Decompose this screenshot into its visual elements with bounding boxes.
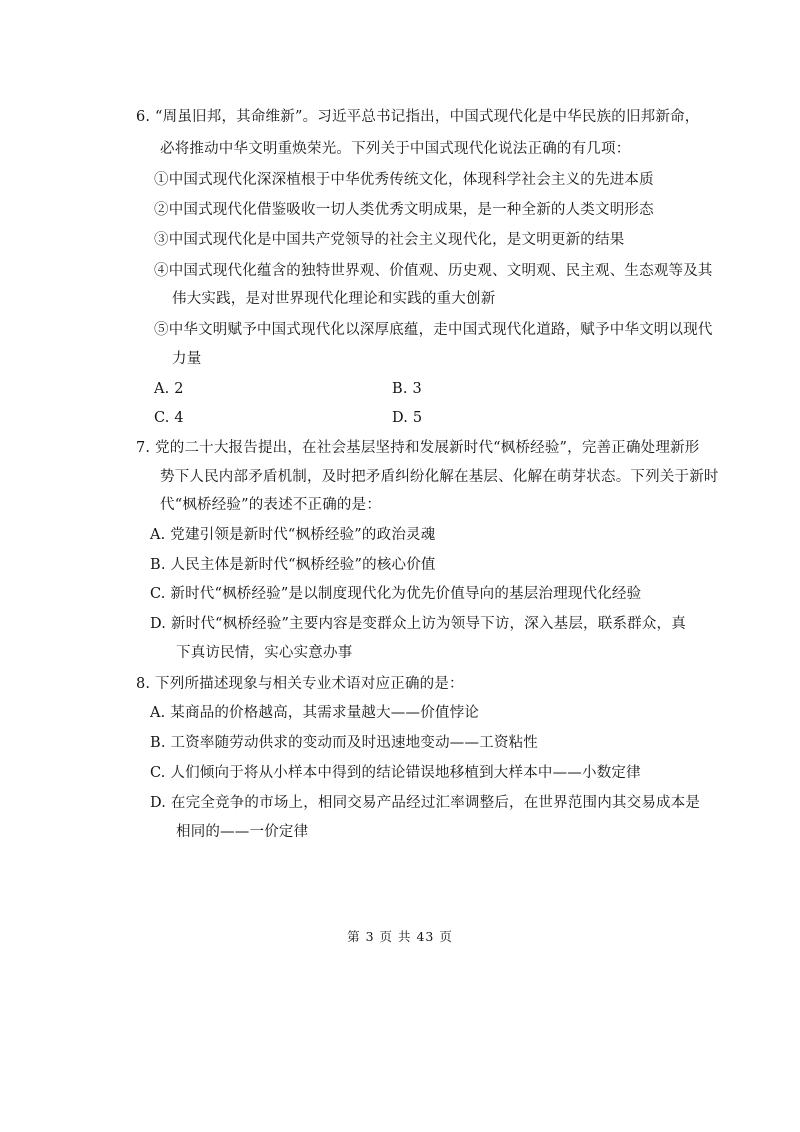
question-7-stem-line-2: 势下人民内部矛盾机制，及时把矛盾纠纷化解在基层、化解在萌芽状态。下列关于新时 [160, 469, 719, 485]
question-6-statement-5-cont: 力量 [172, 351, 202, 367]
question-8-stem: 8. 下列所描述现象与相关专业术语对应正确的是： [136, 676, 464, 692]
question-6-statement-2: ②中国式现代化借鉴吸收一切人类优秀文明成果，是一种全新的人类文明形态 [154, 202, 654, 218]
question-8-option-a: A. 某商品的价格越高，其需求量越大——价值悖论 [150, 705, 479, 721]
question-6-statement-3: ③中国式现代化是中国共产党领导的社会主义现代化，是文明更新的结果 [154, 232, 625, 248]
page-number-footer: 第 3 页 共 43 页 [347, 929, 453, 944]
question-6-option-b: B. 3 [392, 381, 422, 397]
question-6-statement-4: ④中国式现代化蕴含的独特世界观、价值观、历史观、文明观、民主观、生态观等及其 [154, 263, 713, 279]
question-7-option-b: B. 人民主体是新时代“枫桥经验”的核心价值 [150, 557, 436, 573]
question-7-option-c: C. 新时代“枫桥经验”是以制度现代化为优先价值导向的基层治理现代化经验 [150, 586, 642, 602]
question-6-option-c: C. 4 [154, 410, 184, 426]
question-6-statement-5: ⑤中华文明赋予中国式现代化以深厚底蕴，走中国式现代化道路，赋予中华文明以现代 [154, 322, 713, 338]
question-6-stem-line-2: 必将推动中华文明重焕荣光。下列关于中国式现代化说法正确的有几项： [160, 141, 631, 157]
question-6-option-d: D. 5 [392, 410, 423, 426]
question-7-option-a: A. 党建引领是新时代“枫桥经验”的政治灵魂 [150, 527, 436, 543]
question-7-option-d: D. 新时代“枫桥经验”主要内容是变群众上访为领导下访，深入基层，联系群众，真 [150, 616, 686, 632]
question-6-option-a: A. 2 [154, 381, 184, 397]
question-8-option-d-cont: 相同的——一价定律 [176, 824, 309, 840]
question-7-stem-line-3: 代“枫桥经验”的表述不正确的是： [160, 497, 382, 513]
question-6-stem-line-1: 6. “周虽旧邦，其命维新”。习近平总书记指出，中国式现代化是中华民族的旧邦新命， [136, 109, 700, 125]
question-6-statement-1: ①中国式现代化深深植根于中华优秀传统文化，体现科学社会主义的先进本质 [154, 172, 654, 188]
question-7-stem-line-1: 7. 党的二十大报告提出，在社会基层坚持和发展新时代“枫桥经验”，完善正确处理新形 [136, 440, 700, 456]
question-6-statement-4-cont: 伟大实践，是对世界现代化理论和实践的重大创新 [172, 291, 496, 307]
question-7-option-d-cont: 下真访民情，实心实意办事 [176, 645, 353, 661]
question-8-option-b: B. 工资率随劳动供求的变动而及时迅速地变动——工资粘性 [150, 735, 538, 751]
question-8-option-d: D. 在完全竞争的市场上，相同交易产品经过汇率调整后，在世界范围内其交易成本是 [150, 795, 701, 811]
question-8-option-c: C. 人们倾向于将从小样本中得到的结论错误地移植到大样本中——小数定律 [150, 765, 641, 781]
